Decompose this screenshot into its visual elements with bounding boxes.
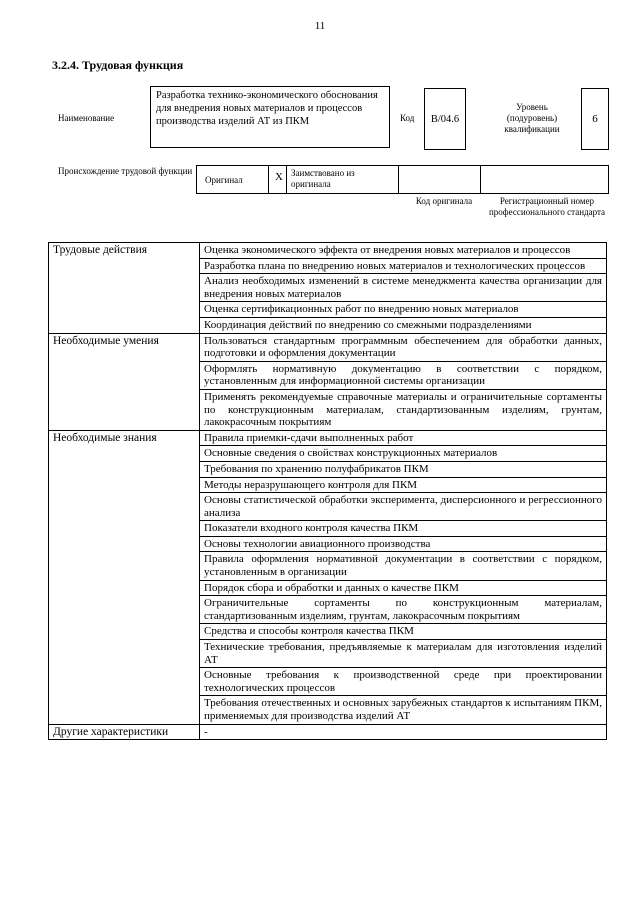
section-item: Технические требования, предъявляемые к материалам для изготовления изделий АТ bbox=[200, 640, 607, 668]
section-header: Трудовые действия bbox=[49, 243, 200, 334]
borrowed-label: Заимствовано из оригинала bbox=[287, 166, 399, 193]
table-row bbox=[49, 430, 607, 446]
section-item: Основы статистической обработки эксперимента, дисперсионного и регрессионного анализа bbox=[200, 493, 607, 521]
level-value: 6 bbox=[581, 88, 609, 150]
section-item: Правила приемки-сдачи выполненных работ bbox=[200, 430, 607, 446]
section-item: Требования по хранению полуфабрикатов ПКМ bbox=[200, 461, 607, 477]
origin-strip bbox=[196, 165, 609, 194]
function-name-value: Разработка технико-экономического обоснования для внедрения новых материалов и процессов производства изделий АТ из ПКМ bbox=[150, 86, 390, 148]
section-header: Необходимые знания bbox=[49, 430, 200, 724]
section-item: Разработка плана по внедрению новых материалов и технологических процессов bbox=[200, 258, 607, 274]
table-row bbox=[49, 243, 607, 259]
section-item: - bbox=[200, 724, 607, 740]
table-row bbox=[49, 724, 607, 740]
section-item: Применять рекомендуемые справочные материалы и ограничительные сортаменты по конструкционным материалам, стандартизованным изделиям, грунтам, лакокрасочным покрытиям bbox=[200, 389, 607, 430]
section-item: Порядок сбора и обработки и данных о качестве ПКМ bbox=[200, 580, 607, 596]
page-number: 11 bbox=[314, 20, 326, 32]
code-label: Код bbox=[400, 113, 415, 123]
section-item: Ограничительные сортаменты по конструкционным материалам, стандартизованным изделиям, грунтам, лакокрасочным покрытиям bbox=[200, 596, 607, 624]
section-item: Основные сведения о свойствах конструкционных материалов bbox=[200, 446, 607, 462]
section-item: Оценка экономического эффекта от внедрения новых материалов и процессов bbox=[200, 243, 607, 259]
level-label: Уровень (подуровень) квалификации bbox=[504, 102, 560, 134]
section-item: Правила оформления нормативной документации в соответствии с порядком, установленным в организации bbox=[200, 552, 607, 580]
section-item: Координация действий по внедрению со смежными подразделениями bbox=[200, 317, 607, 333]
section-item: Показатели входного контроля качества ПКМ bbox=[200, 521, 607, 537]
section-item: Основы технологии авиационного производства bbox=[200, 536, 607, 552]
section-item: Методы неразрушающего контроля для ПКМ bbox=[200, 477, 607, 493]
section-item: Анализ необходимых изменений в системе менеджмента качества организации для внедрения новых материалов bbox=[200, 274, 607, 302]
code-value: B/04.6 bbox=[424, 88, 466, 150]
section-title: 3.2.4. Трудовая функция bbox=[52, 58, 184, 72]
name-label: Наименование bbox=[58, 113, 115, 123]
section-item: Средства и способы контроля качества ПКМ bbox=[200, 624, 607, 640]
origin-original-cell bbox=[197, 166, 283, 193]
code-original-caption: Код оригинала bbox=[415, 196, 473, 206]
section-item: Требования отечественных и основных зарубежных стандартов к испытаниям ПКМ, применяемых для производства изделий АТ bbox=[200, 696, 607, 724]
section-item: Оформлять нормативную документацию в соответствии с порядком, установленным для информационной системы организации bbox=[200, 361, 607, 389]
origin-code-cell bbox=[399, 166, 481, 193]
original-mark: X bbox=[275, 171, 283, 183]
function-details-table bbox=[48, 242, 607, 740]
section-item: Оценка сертификационных работ по внедрению новых материалов bbox=[200, 302, 607, 318]
section-header: Другие характеристики bbox=[49, 724, 200, 740]
table-row bbox=[49, 333, 607, 361]
section-header: Необходимые умения bbox=[49, 333, 200, 430]
origin-label: Происхождение трудовой функции bbox=[58, 166, 193, 176]
original-label: Оригинал bbox=[205, 175, 243, 185]
origin-reg-cell bbox=[481, 166, 608, 193]
section-item: Пользоваться стандартным программным обеспечением для обработки данных, подготовки и оформления документации bbox=[200, 333, 607, 361]
section-item: Основные требования к производственной среде при проектировании технологических процессов bbox=[200, 668, 607, 696]
reg-number-caption: Регистрационный номер профессионального стандарта bbox=[488, 196, 606, 217]
